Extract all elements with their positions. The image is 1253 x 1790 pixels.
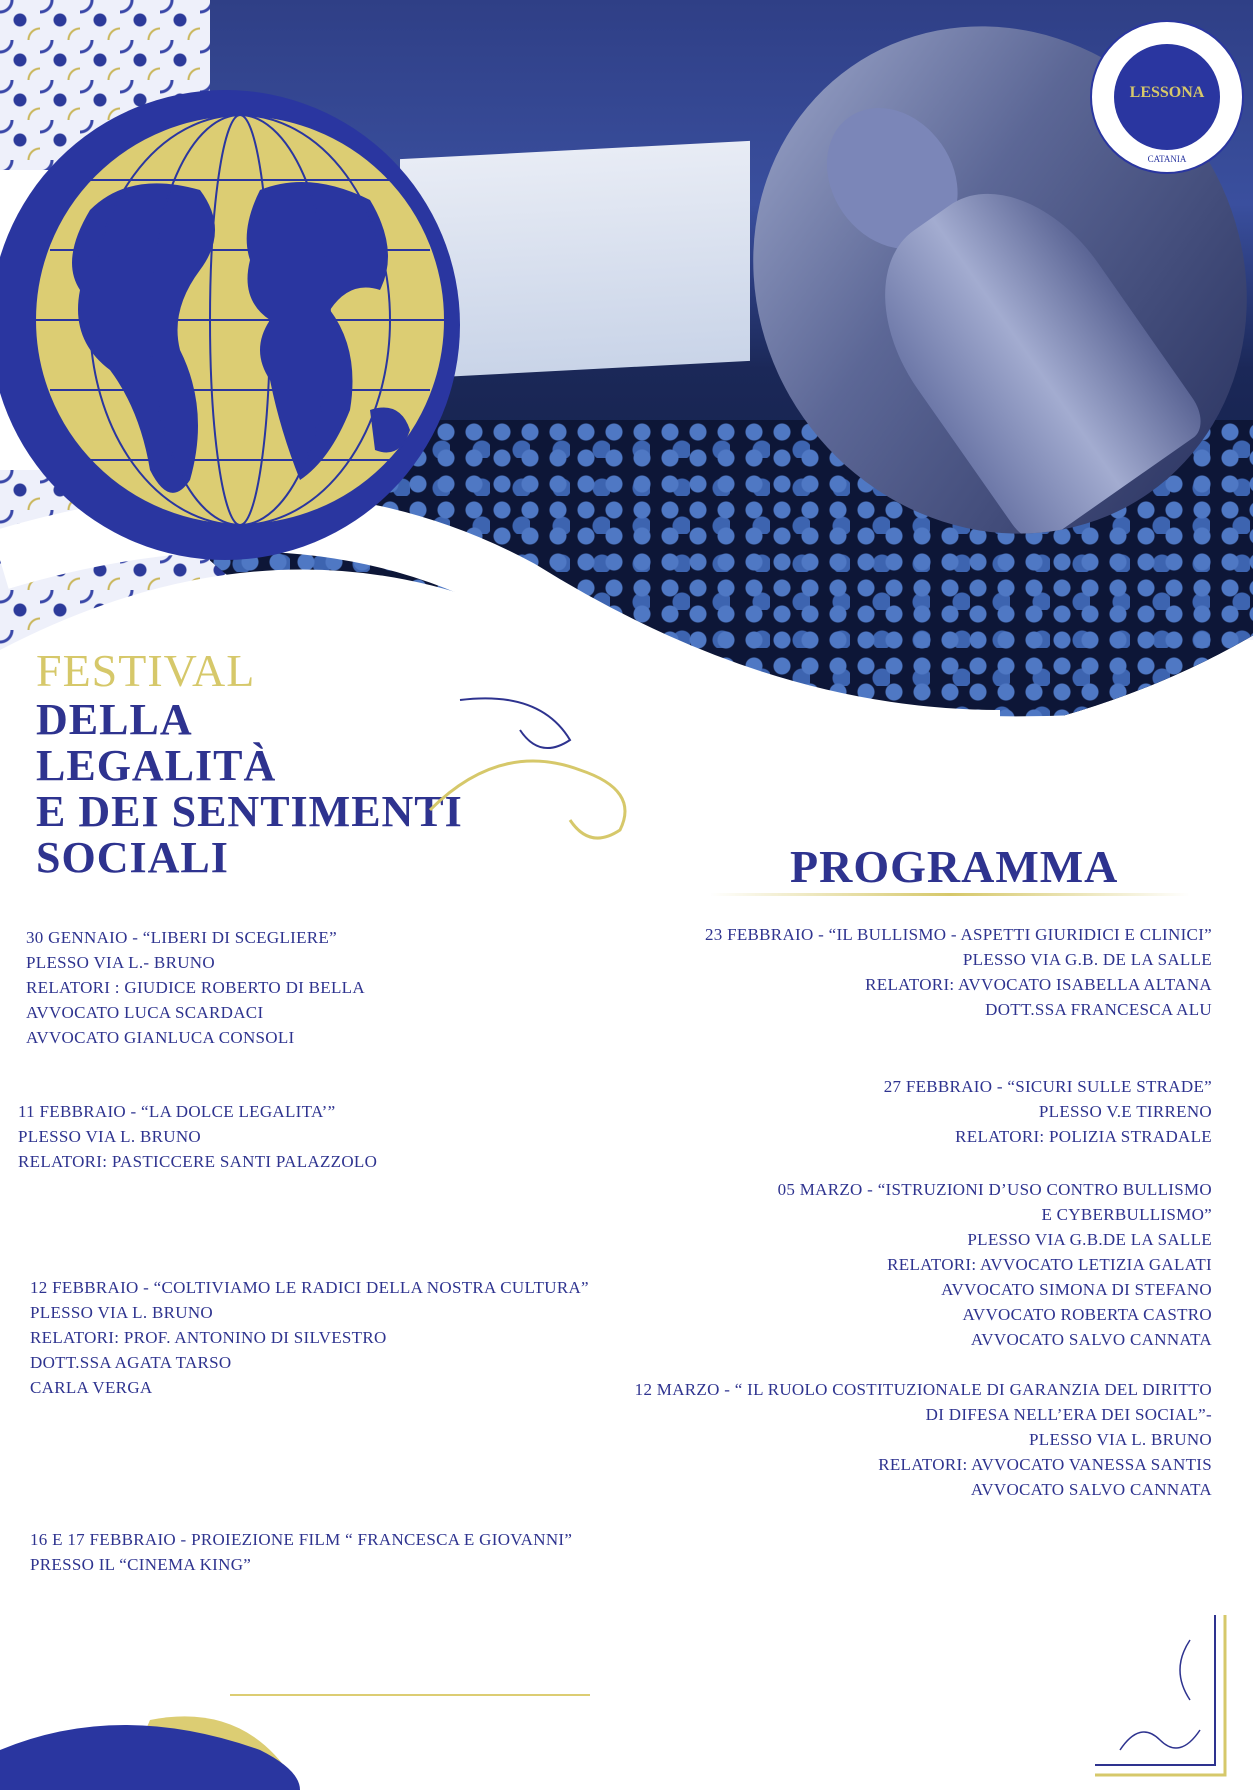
title-line-4: SOCIALI [36,833,229,882]
right-event-4-line: 12 MARZO - “ IL RUOLO COSTITUZIONALE DI GARANZIA DEL DIRITTO [634,1380,1212,1399]
left-event-3-line: CARLA VERGA [30,1378,153,1397]
left-event-3-line: DOTT.SSA AGATA TARSO [30,1353,232,1372]
left-event-4-line: PRESSO IL “CINEMA KING” [30,1555,252,1574]
title-line-2: LEGALITÀ [36,741,277,790]
right-event-1-line: RELATORI: AVVOCATO ISABELLA ALTANA [865,975,1212,994]
logo-city: CATANIA [1147,154,1187,164]
corner-ornament [1090,1610,1240,1780]
title-line-3: E DEI SENTIMENTI [36,787,463,836]
right-event-3-line: E CYBERBULLISMO” [1041,1205,1212,1224]
left-event-3-line: 12 FEBBRAIO - “COLTIVIAMO LE RADICI DELLA NOSTRA CULTURA” [30,1278,589,1297]
right-event-4-line: RELATORI: AVVOCATO VANESSA SANTIS [878,1455,1212,1474]
right-event-3-line: PLESSO VIA G.B.DE LA SALLE [967,1230,1212,1249]
left-event-2-line: RELATORI: PASTICCERE SANTI PALAZZOLO [18,1152,378,1171]
programma-underline [710,893,1190,896]
right-event-3-line: 05 MARZO - “ISTRUZIONI D’USO CONTRO BULLISMO [777,1180,1212,1199]
left-event-2-line: 11 FEBBRAIO - “LA DOLCE LEGALITA’” [18,1102,336,1121]
right-event-4-line: AVVOCATO SALVO CANNATA [970,1480,1212,1499]
left-event-1-line: 30 GENNAIO - “LIBERI DI SCEGLIERE” [26,928,337,947]
flourish-icon [420,680,680,860]
left-event-1-line: AVVOCATO GIANLUCA CONSOLI [26,1028,295,1047]
right-event-2-line: RELATORI: POLIZIA STRADALE [955,1127,1212,1146]
left-event-4-line: 16 E 17 FEBBRAIO - PROIEZIONE FILM “ FRANCESCA E GIOVANNI” [30,1530,573,1549]
left-event-1-line: RELATORI : GIUDICE ROBERTO DI BELLA [26,978,365,997]
logo-name: LESSONA [1129,84,1205,101]
right-event-3-line: AVVOCATO ROBERTA CASTRO [962,1305,1212,1324]
right-event-4-line: PLESSO VIA L. BRUNO [1029,1430,1212,1449]
festival-label: FESTIVAL [36,645,256,696]
globe-icon [0,80,490,580]
left-event-1-line: PLESSO VIA L.- BRUNO [26,953,215,972]
right-event-4-line: DI DIFESA NELL’ERA DEI SOCIAL”- [925,1405,1212,1424]
left-event-1-line: AVVOCATO LUCA SCARDACI [26,1003,264,1022]
left-event-3-line: RELATORI: PROF. ANTONINO DI SILVESTRO [30,1328,387,1347]
left-event-2-line: PLESSO VIA L. BRUNO [18,1127,201,1146]
programma-heading: PROGRAMMA [790,841,1119,892]
title-line-1: DELLA [36,695,193,744]
right-event-3-line: RELATORI: AVVOCATO LETIZIA GALATI [887,1255,1212,1274]
right-event-3-line: AVVOCATO SIMONA DI STEFANO [941,1280,1212,1299]
right-event-2-line: PLESSO V.E TIRRENO [1038,1102,1212,1121]
bottom-left-shape [0,1640,600,1790]
left-event-3-line: PLESSO VIA L. BRUNO [30,1303,213,1322]
right-event-2-line: 27 FEBBRAIO - “SICURI SULLE STRADE” [883,1077,1212,1096]
right-event-1-line: PLESSO VIA G.B. DE LA SALLE [962,950,1212,969]
right-event-1-line: 23 FEBBRAIO - “IL BULLISMO - ASPETTI GIURIDICI E CLINICI” [704,925,1212,944]
logo-icon [1090,20,1244,174]
right-event-3-line: AVVOCATO SALVO CANNATA [970,1330,1212,1349]
right-event-1-line: DOTT.SSA FRANCESCA ALU [985,1000,1212,1019]
